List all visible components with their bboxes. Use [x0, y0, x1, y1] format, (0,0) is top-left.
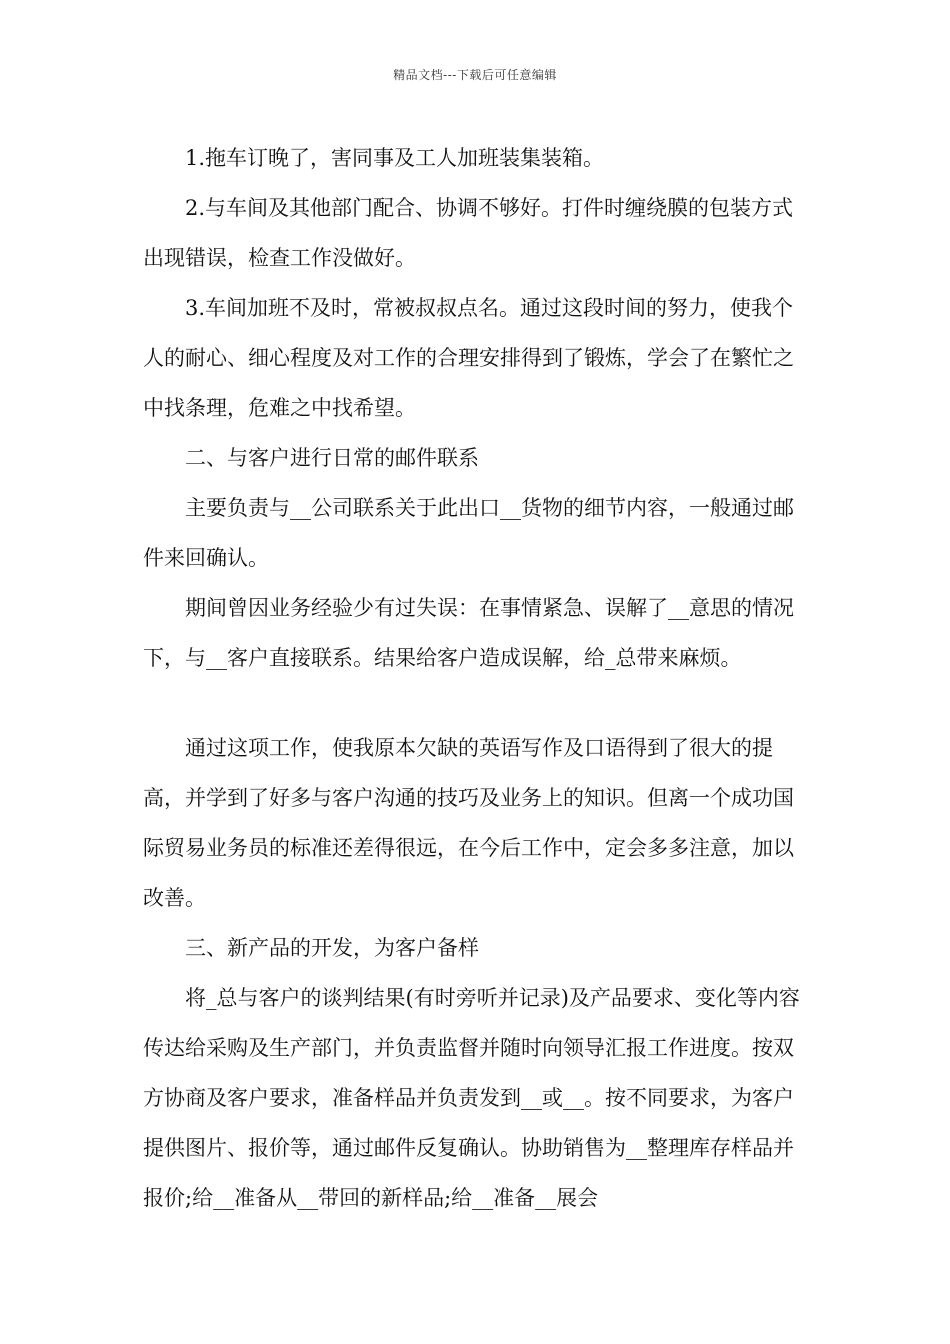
paragraph-email-mistake: 期间曾因业务经验少有过失误：在事情紧急、误解了__意思的情况下，与__客户直接联系。结果给客户造成误解，给_总带来麻烦。: [143, 596, 794, 670]
paragraph-email-duty: 主要负责与__公司联系关于此出口__货物的细节内容，一般通过邮件来回确认。: [143, 496, 794, 570]
paragraph-new-product: 将_总与客户的谈判结果(有时旁听并记录)及产品要求、变化等内容传达给采购及生产部门，并负责监督并随时向领导汇报工作进度。按双方协商及客户要求，准备样品并负责发到__或__。按不同要求，为客户提供图片、报价等，通过邮件反复确认。协助销售为__整理库存样品并报价;给__准备从__带回的新样品;给__准备__展会: [143, 986, 800, 1210]
section-heading-2: 二、与客户进行日常的邮件联系: [185, 446, 479, 470]
page-header: 精品文档---下载后可任意编辑: [393, 68, 557, 82]
paragraph-item-2: 2.与车间及其他部门配合、协调不够好。打件时缠绕膜的包装方式出现错误，检查工作没做好。: [143, 196, 794, 270]
section-heading-3: 三、新产品的开发，为客户备样: [185, 936, 479, 960]
paragraph-improvement: 通过这项工作，使我原本欠缺的英语写作及口语得到了很大的提高，并学到了好多与客户沟通的技巧及业务上的知识。但离一个成功国际贸易业务员的标准还差得很远，在今后工作中，定会多多注意，加以改善。: [143, 736, 794, 910]
paragraph-gap: [143, 683, 813, 723]
paragraph-item-3: 3.车间加班不及时，常被叔叔点名。通过这段时间的努力，使我个人的耐心、细心程度及对工作的合理安排得到了锻炼，学会了在繁忙之中找条理，危难之中找希望。: [143, 296, 794, 420]
document-body: [143, 133, 813, 1223]
paragraph-item-1: 1.拖车订晚了，害同事及工人加班装集装箱。: [185, 146, 605, 170]
